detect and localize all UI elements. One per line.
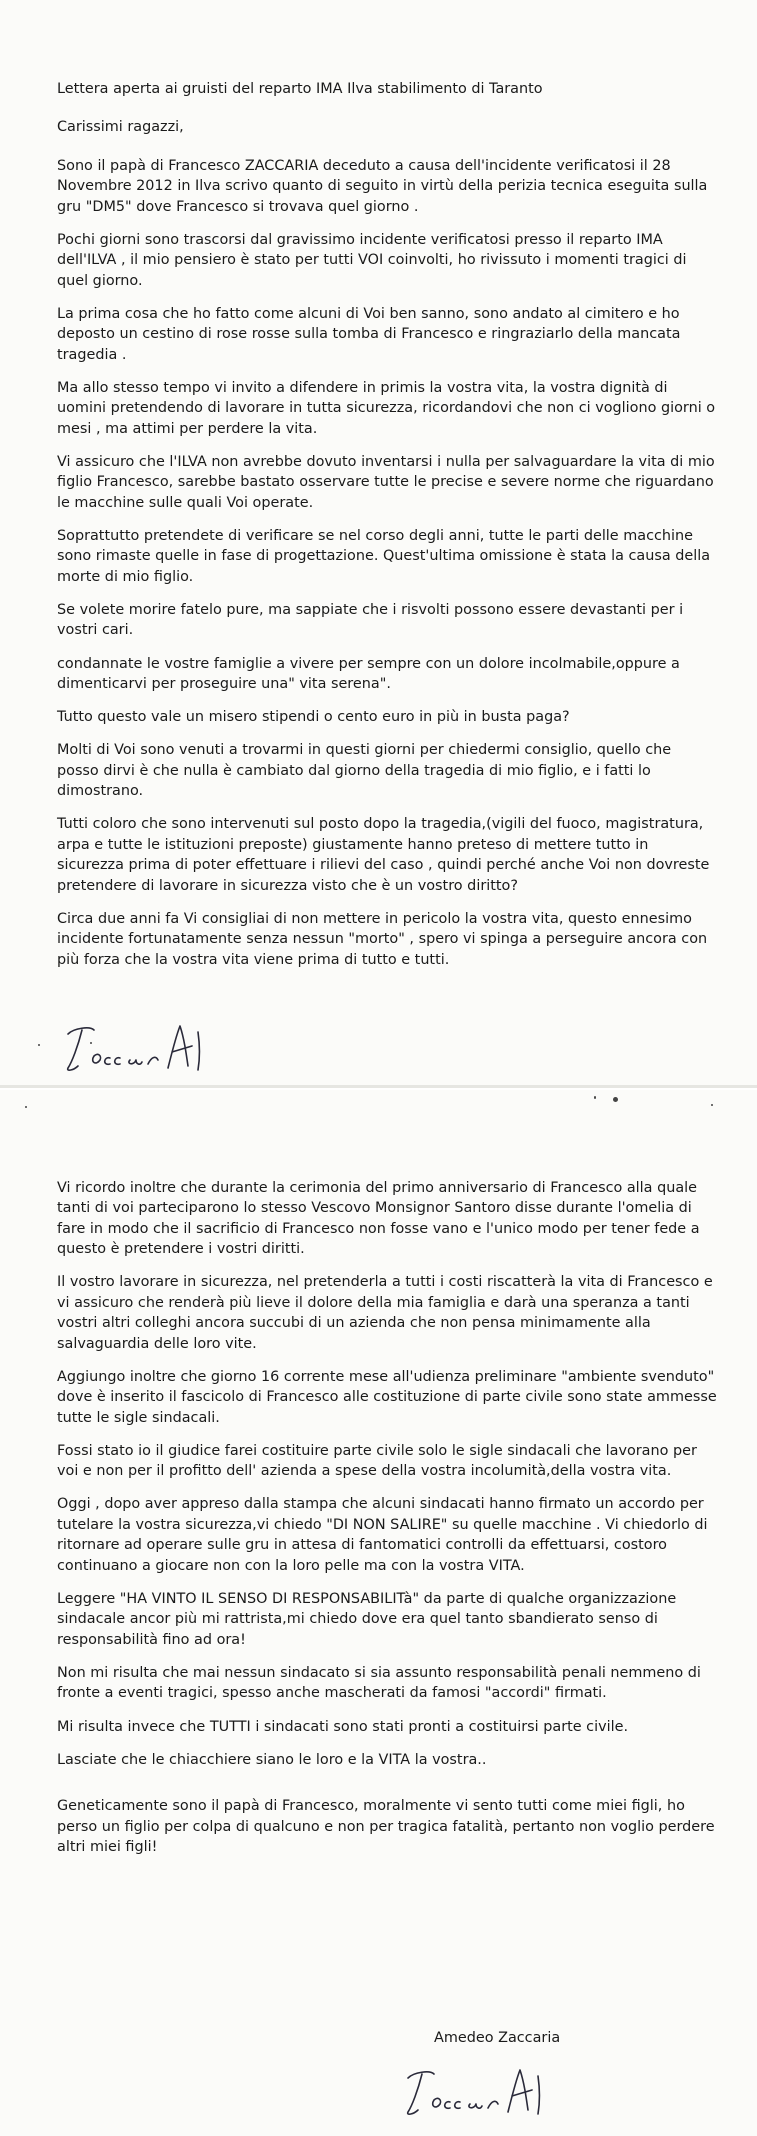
paragraph: Sono il papà di Francesco ZACCARIA deceduto a causa dell'incidente verificatosi il 28 Novembre 2012 in Ilva scrivo quanto di seguito in virtù della perizia tecnica eseguita sulla gru "DM5" dove Francesco si trovava quel giorno . [57, 157, 708, 215]
letter-body-page-1 [57, 79, 717, 983]
paragraph: Aggiungo inoltre che giorno 16 corrente mese all'udienza preliminare "ambiente svenduto" dove è inserito il fascicolo di Francesco alle costituzione di parte civile sono state ammesse tutte le sigle sindacali. [57, 1368, 717, 1426]
handwritten-signature [60, 1012, 210, 1082]
paragraph: Tutto questo vale un misero stipendi o cento euro in più in busta paga? [57, 709, 570, 726]
paragraph: Pochi giorni sono trascorsi dal gravissimo incidente verificatosi presso il reparto IMA dell'ILVA , il mio pensiero è stato per tutti VOI coinvolti, ho rivissuto i momenti tragici di quel giorno. [57, 231, 687, 289]
signer-name: Amedeo Zaccaria [434, 2030, 561, 2046]
paragraph: Il vostro lavorare in sicurezza, nel pretenderla a tutti i costi riscatterà la vita di Francesco e vi assicuro che renderà più lieve il dolore della mia famiglia e darà una speranza a tanti vostri altri colleghi ancora succubi di un azienda che non pensa minimamente alla salvaguardia delle loro vite. [57, 1274, 713, 1352]
paragraph: Vi ricordo inoltre che durante la cerimonia del primo anniversario di Francesco alla quale tanti di voi parteciparono lo stesso Vescovo Monsignor Santoro disse durante l'omelia di fare in modo che il sacrificio di Francesco non fosse vano e l'unico modo per tener fede a questo è pretendere i vostri diritti. [57, 1180, 700, 1258]
paragraph: Oggi , dopo aver appreso dalla stampa che alcuni sindacati hanno firmato un accordo per tutelare la vostra sicurezza,vi chiedo "DI NON SALIRE" su quelle macchine . Vi chiedorlo di ritornare ad operare sulle gru in attesa di fantomatici controlli da effettuarsi, costoro continuano a giocare non con la loro pelle ma con la vostra VITA. [57, 1496, 708, 1574]
salutation: Carissimi ragazzi, [57, 119, 184, 136]
paragraph: condannate le vostre famiglie a vivere per sempre con un dolore incolmabile,oppure a dimenticarvi per proseguire una" vita serena". [57, 655, 680, 692]
paragraph: Vi assicuro che l'ILVA non avrebbe dovuto inventarsi i nulla per salvaguardare la vita di mio figlio Francesco, sarebbe bastato osservare tutte le precise e severe norme che riguardano le macchine sulle quali Voi operate. [57, 453, 715, 511]
paragraph: Lasciate che le chiacchiere siano le loro e la VITA la vostra.. [57, 1751, 487, 1768]
paragraph: Mi risulta invece che TUTTI i sindacati sono stati pronti a costituirsi parte civile. [57, 1718, 629, 1735]
paragraph: Soprattutto pretendete di verificare se nel corso degli anni, tutte le parti delle macchine sono rimaste quelle in fase di progettazione. Quest'ultima omissione è stata la causa della morte di mio figlio. [57, 527, 711, 585]
paragraph: Molti di Voi sono venuti a trovarmi in questi giorni per chiedermi consiglio, quello che posso dirvi è che nulla è cambiato dal giorno della tragedia di mio figlio, e i fatti lo dimostrano. [57, 742, 672, 800]
paragraph: Leggere "HA VINTO IL SENSO DI RESPONSABILITà" da parte di qualche organizzazione sindacale ancor più mi rattrista,mi chiedo dove era quel tanto sbandierato senso di responsabilità fino ad ora! [57, 1590, 677, 1648]
paragraph: Ma allo stesso tempo vi invito a difendere in primis la vostra vita, la vostra dignità di uomini pretendendo di lavorare in tutta sicurezza, ricordandovi che non ci vogliono giorni o mesi , ma attimi per perdere la vita. [57, 379, 716, 437]
scan-speck [613, 1097, 618, 1102]
paragraph: Fossi stato io il giudice farei costituire parte civile solo le sigle sindacali che lavorano per voi e non per il profitto dell' azienda a spese della vostra incolumità,della vostra vita. [57, 1442, 697, 1480]
paragraph: La prima cosa che ho fatto come alcuni di Voi ben sanno, sono andato al cimitero e ho deposto un cestino di rose rosse sulla tomba di Francesco e ringraziarlo della mancata tragedia . [57, 305, 681, 363]
scan-speck [25, 1106, 27, 1108]
handwritten-signature [400, 2056, 550, 2126]
paragraph: Se volete morire fatelo pure, ma sappiate che i risvolti possono essere devastanti per i vostri cari. [57, 601, 684, 639]
scan-speck [594, 1096, 596, 1099]
scan-speck [711, 1104, 713, 1106]
paragraph: Non mi risulta che mai nessun sindacato si sia assunto responsabilità penali nemmeno di fronte a eventi tragici, spesso anche mascherati da famosi "accordi" firmati. [57, 1664, 701, 1702]
page-divider [0, 1085, 757, 1088]
paragraph: Tutti coloro che sono intervenuti sul posto dopo la tragedia,(vigili del fuoco, magistratura, arpa e tutte le istituzioni preposte) giustamente hanno preteso di mettere tutto in sicurezza prima di poter effettuare i rilievi del caso , quindi perché anche Voi non dovreste pretendere di lavorare in sicurezza visto che è un vostro diritto? [57, 816, 710, 894]
paragraph: Circa due anni fa Vi consigliai di non mettere in pericolo la vostra vita, questo ennesimo incidente fortunatamente senza nessun "morto" , spero vi spinga a perseguire ancora con più forza che la vostra vita viene prima di tutto e tutti. [57, 910, 708, 968]
paragraph: Geneticamente sono il papà di Francesco, moralmente vi sento tutti come miei figli, ho perso un figlio per colpa di qualcuno e non per tragica fatalità, pertanto non voglio perdere altri miei figli! [57, 1798, 715, 1855]
scan-speck [38, 1044, 40, 1046]
letter-body-page-2 [57, 1178, 717, 1870]
letter-title: Lettera aperta ai gruisti del reparto IMA Ilva stabilimento di Taranto [57, 81, 543, 97]
